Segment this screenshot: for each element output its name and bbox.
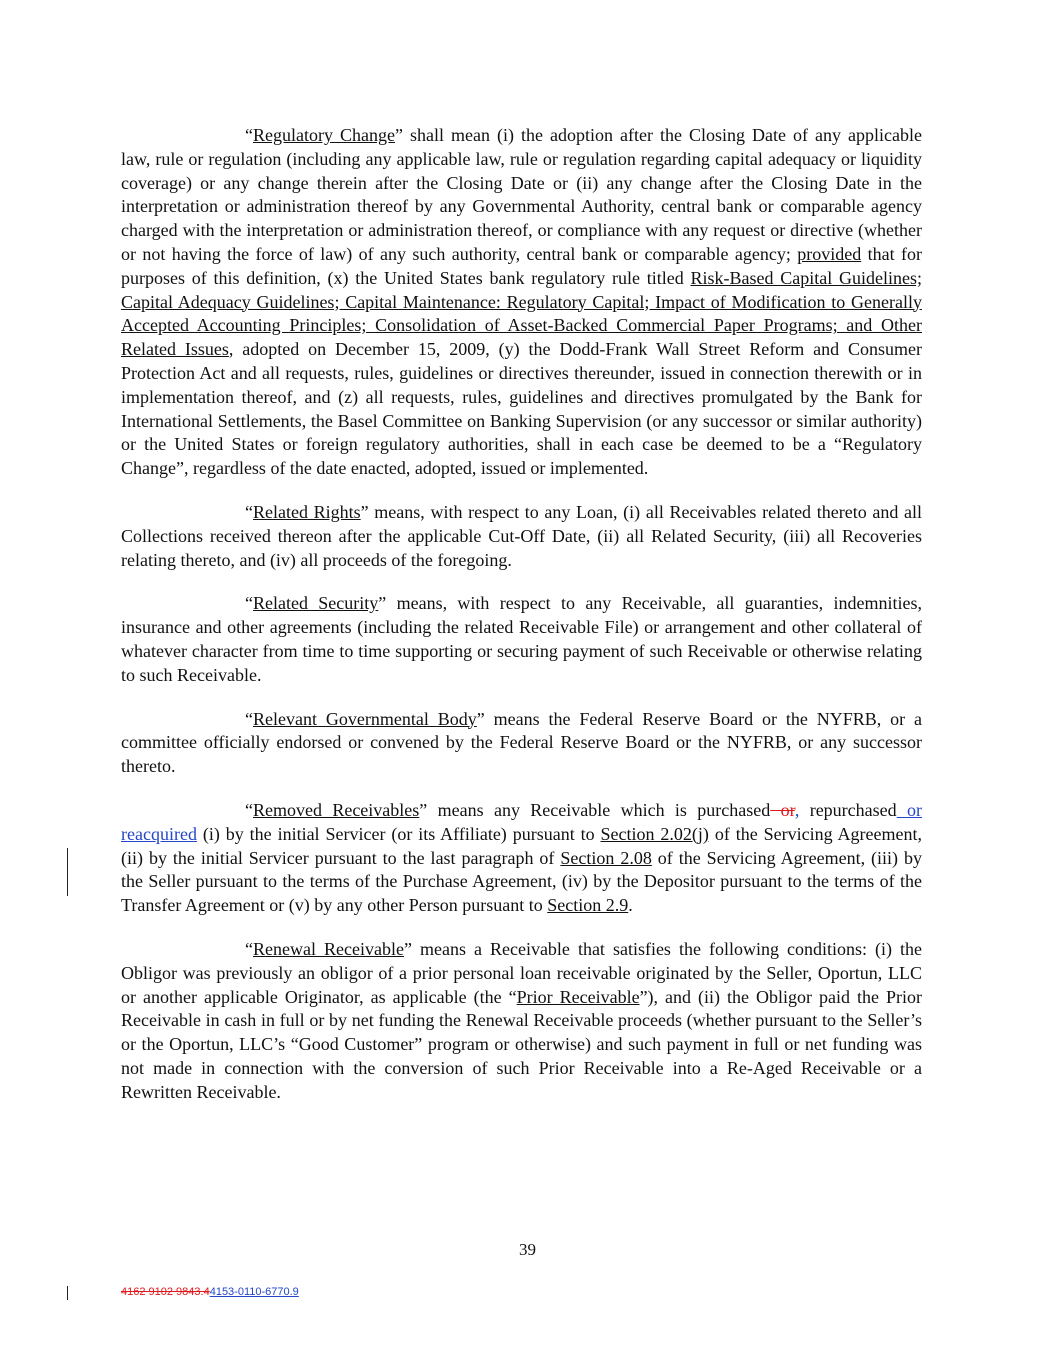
definition-paragraph bbox=[121, 501, 922, 572]
paragraph-text: that for purposes of this definition, (x) the United States bank regulatory rule titled bbox=[121, 243, 923, 288]
defined-term: provided bbox=[797, 243, 862, 264]
paragraph-text: , adopted on December 15, 2009, (y) the Dodd-Frank Wall Street Reform and Consumer Protection Act and all requests, rules, guidelines or directives thereunder, issued in connection therewith or in implementation thereof, and (z) all requests, rules, guidelines and directives promulgated by the Bank for International Settlements, the Basel Committee on Banking Supervision (or any successor or similar authority) or the United States or foreign regulatory authorities, shall in each case be deemed to be a “Regulatory Change”, regardless of the date enacted, adopted, issued or implemented. bbox=[121, 339, 922, 479]
defined-term: Risk-Based Capital Guidelines; Capital Adequacy Guidelines; Capital Maintenance: Regulatory Capital; Impact of Modification to Generally Accepted Accounting Principles; Consolidation of Asset-Backed Commercial Paper Programs; and Other Related Issues bbox=[121, 267, 923, 360]
paragraph-text: ” means the Federal Reserve Board or the NYFRB, or a committee officially endorsed or convened by the Federal Reserve Board or the NYFRB, or any successor thereto. bbox=[121, 708, 923, 777]
paragraph-text: ” means a Receivable that satisfies the following conditions: (i) the Obligor was previously an obligor of a prior personal loan receivable originated by the Seller, Oportun, LLC or another applicable Originator, as applicable (the “ bbox=[121, 938, 922, 1007]
paragraph-text: ” means any Receivable which is purchased bbox=[419, 799, 771, 820]
paragraph-text: “ bbox=[245, 501, 253, 522]
page-number: 39 bbox=[519, 1240, 536, 1259]
definition-paragraph bbox=[121, 799, 922, 918]
footer-document-id bbox=[121, 1286, 299, 1298]
document-body bbox=[121, 124, 922, 1124]
paragraph-text: ”), and (ii) the Obligor paid the Prior Receivable in cash in full or by net funding the Renewal Receivable proceeds (whether pursuant to the Seller’s or the Oportun, LLC’s “Good Customer” program or otherwise) and such payment in full or net funding was not made in connection with the conversion of such Prior Receivable into a Re-Aged Receivable or a Rewritten Receivable. bbox=[121, 986, 922, 1102]
footer-deleted-id: 4162 9102 9843.4 bbox=[121, 1286, 210, 1298]
defined-term: Section 2.02(j) bbox=[600, 823, 709, 844]
defined-term: Related Security bbox=[253, 593, 379, 614]
defined-term: Related Rights bbox=[253, 501, 361, 522]
defined-term: Removed Receivables bbox=[253, 799, 420, 820]
defined-term: Renewal Receivable bbox=[253, 938, 404, 959]
paragraph-text: “ bbox=[245, 708, 253, 729]
paragraph-text: “ bbox=[245, 938, 253, 959]
paragraph-text: . bbox=[628, 895, 633, 916]
footer-inserted-id: 4153-0110-6770.9 bbox=[209, 1286, 299, 1298]
defined-term: Section 2.9 bbox=[547, 895, 629, 916]
definition-paragraph bbox=[121, 938, 922, 1105]
paragraph-text: of the Servicing Agreement, (ii) by the initial Servicer pursuant to the last paragraph of bbox=[121, 823, 922, 868]
definition-paragraph bbox=[121, 708, 922, 779]
defined-term: Section 2.08 bbox=[560, 847, 652, 868]
change-bar bbox=[67, 848, 68, 896]
definition-paragraph bbox=[121, 124, 922, 481]
paragraph-text: “ bbox=[245, 593, 253, 614]
inserted-text: , bbox=[794, 799, 800, 820]
defined-term: Prior Receivable bbox=[516, 986, 640, 1007]
paragraph-text: ” means, with respect to any Receivable, all guaranties, indemnities, insurance and other agreements (including the related Receivable File) or arrangement and other collateral of whatever character from time to time supporting or securing payment of such Receivable or otherwise relating to such Receivable. bbox=[121, 593, 922, 685]
paragraph-text: ” means, with respect to any Loan, (i) all Receivables related thereto and all Collections received thereon after the applicable Cut-Off Date, (ii) all Related Security, (iii) all Recoveries relating thereto, and (iv) all proceeds of the foregoing. bbox=[121, 501, 922, 570]
paragraph-text: repurchased bbox=[799, 799, 897, 820]
inserted-text: or reacquired bbox=[121, 799, 922, 844]
paragraph-text: “ bbox=[245, 125, 253, 145]
paragraph-text: ” shall mean (i) the adoption after the Closing Date of any applicable law, rule or regulation (including any applicable law, rule or regulation regarding capital adequacy or liquidity coverage) or any change therein after the Closing Date or (ii) any change after the Closing Date in the interpretation or administration thereof by any Governmental Authority, central bank or comparable agency charged with the interpretation or administration thereof, or compliance with any request or directive (whether or not having the force of law) of any such authority, central bank or comparable agency; bbox=[121, 125, 922, 264]
paragraph-text: (i) by the initial Servicer (or its Affiliate) pursuant to bbox=[196, 823, 601, 844]
defined-term: Regulatory Change bbox=[253, 125, 395, 145]
paragraph-text: “ bbox=[245, 799, 253, 820]
deleted-text: or bbox=[770, 799, 795, 820]
paragraph-text: of the Servicing Agreement, (iii) by the Seller pursuant to the terms of the Purchase Agreement, (iv) by the Depositor pursuant to the terms of the Transfer Agreement or (v) by any other Person pursuant to bbox=[121, 847, 922, 916]
defined-term: Relevant Governmental Body bbox=[253, 708, 477, 729]
definition-paragraph bbox=[121, 592, 922, 687]
change-bar bbox=[67, 1286, 68, 1300]
